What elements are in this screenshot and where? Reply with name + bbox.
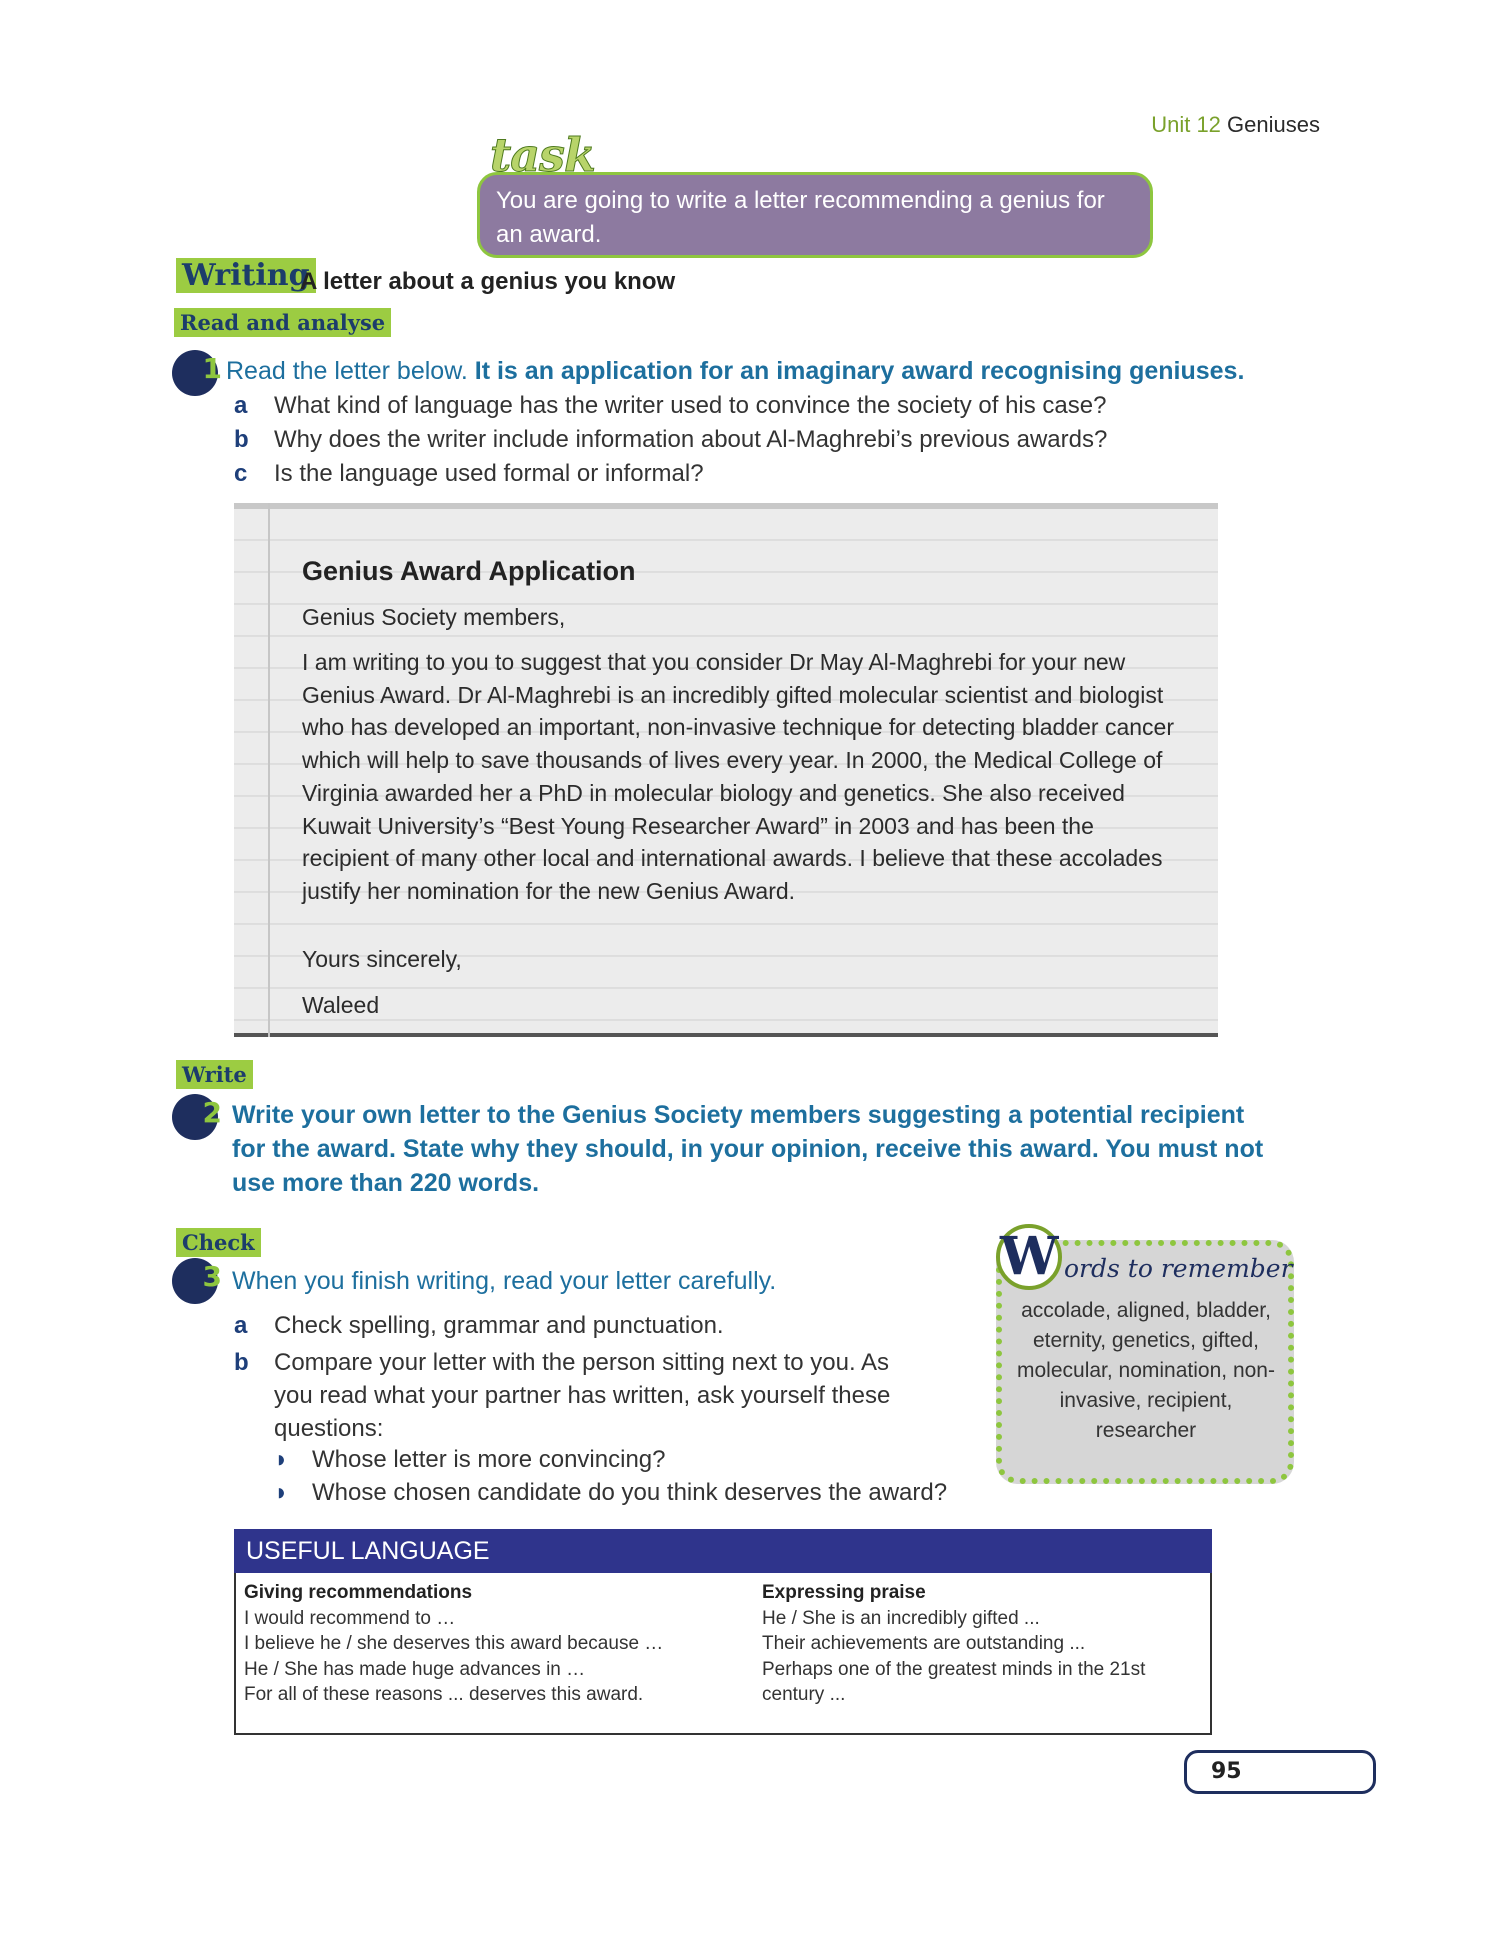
exercise-1-instruction (226, 354, 1266, 388)
unit-title: Geniuses (1227, 112, 1320, 137)
exercise-3-moon-icon (172, 1258, 222, 1304)
col-line: He / She has made huge advances in … (244, 1658, 586, 1680)
question-letter: b (234, 426, 249, 453)
exercise-number: 2 (202, 1096, 222, 1129)
useful-col-recommendations (244, 1580, 744, 1708)
item-text: Check spelling, grammar and punctuation. (274, 1312, 724, 1339)
col-line: century ... (762, 1684, 846, 1705)
words-title: ords to remember (1064, 1254, 1293, 1283)
write-tag: Write (176, 1060, 253, 1089)
instruction-part-1: Read the letter below. (226, 357, 468, 385)
bullet-icon: ◗ (274, 1479, 289, 1506)
letter-signature: Waleed (302, 992, 380, 1018)
unit-number: Unit 12 (1151, 112, 1221, 137)
bullet-text: Whose letter is more convincing? (312, 1446, 666, 1473)
check-item-b (234, 1346, 934, 1445)
writing-tag: Writing (176, 258, 316, 293)
exercise-2-instruction: Write your own letter to the Genius Society members suggesting a potential recipient for the award. State why they should, in your opinion, receive this award. You must not use more than 220 words. (232, 1101, 1264, 1197)
item-letter: b (234, 1349, 249, 1376)
exercise-number: 1 (202, 352, 222, 385)
unit-label (1151, 112, 1320, 138)
question-letter: a (234, 392, 248, 419)
check-tag: Check (176, 1228, 261, 1257)
question-a (234, 392, 1106, 420)
task-logo: task (490, 128, 595, 182)
col-line: For all of these reasons ... deserves this award. (244, 1684, 644, 1705)
col-line: He / She is an incredibly gifted ... (762, 1607, 1040, 1629)
item-text: Compare your letter with the person sitting next to you. As you read what your partner has written, ask yourself these questions: (274, 1349, 891, 1442)
col-heading: Giving recommendations (244, 1582, 473, 1603)
question-c (234, 460, 704, 488)
exercise-1-moon-icon (172, 350, 222, 396)
useful-col-praise (762, 1580, 1202, 1708)
bullet-text: Whose chosen candidate do you think deserves the award? (312, 1479, 948, 1506)
exercise-3-instruction: When you finish writing, read your letter carefully. (232, 1267, 777, 1295)
question-text: What kind of language has the writer used to convince the society of his case? (274, 392, 1107, 419)
col-line: Perhaps one of the greatest minds in the 21st (762, 1658, 1146, 1680)
col-line: Their achievements are outstanding ... (762, 1633, 1086, 1654)
words-list: accolade, aligned, bladder, eternity, genetics, gifted, molecular, nomination, non-invasive, recipient, researcher (1017, 1299, 1275, 1442)
letter-title: Genius Award Application (302, 556, 636, 586)
useful-language-heading: USEFUL LANGUAGE (234, 1529, 1212, 1573)
check-bullet-1 (274, 1446, 665, 1474)
question-text: Is the language used formal or informal? (274, 460, 704, 487)
instruction-part-2: It is an application for an imaginary award recognising geniuses. (467, 357, 1245, 385)
question-b (234, 426, 1107, 454)
check-bullet-2 (274, 1479, 947, 1507)
read-analyse-tag: Read and analyse (174, 308, 391, 337)
col-line: I would recommend to … (244, 1607, 456, 1629)
letter-body: I am writing to you to suggest that you consider Dr May Al-Maghrebi for your new Genius Award. Dr Al-Maghrebi is an incredibly gifted molecular scientist and biologist who has developed an important, non-invasive technique for detecting bladder cancer which will help to save thousands of lives every year. In 2000, the Medical College of Virginia awarded her a PhD in molecular biology and genetics. She also received Kuwait University’s “Best Young Researcher Award” in 2003 and has been the recipient of many other local and international awards. I believe that these accolades justify her nomination for the new Genius Award. (302, 649, 1175, 904)
writing-title: A letter about a genius you know (300, 268, 676, 295)
page-number: 95 (1184, 1750, 1376, 1794)
col-line: I believe he / she deserves this award because … (244, 1633, 664, 1654)
question-letter: c (234, 460, 248, 487)
task-text: You are going to write a letter recommending a genius for an award. (496, 187, 1105, 248)
question-text: Why does the writer include information about Al-Maghrebi’s previous awards? (274, 426, 1108, 453)
col-heading: Expressing praise (762, 1582, 926, 1603)
exercise-number: 3 (202, 1260, 222, 1293)
check-item-a (234, 1312, 724, 1340)
letter-greeting: Genius Society members, (302, 604, 566, 630)
exercise-2-moon-icon (172, 1094, 222, 1140)
bullet-icon: ◗ (274, 1446, 289, 1473)
letter-margin-line (268, 503, 270, 1037)
letter-closing: Yours sincerely, (302, 946, 462, 972)
words-initial-w: W (996, 1224, 1062, 1290)
item-letter: a (234, 1312, 248, 1339)
